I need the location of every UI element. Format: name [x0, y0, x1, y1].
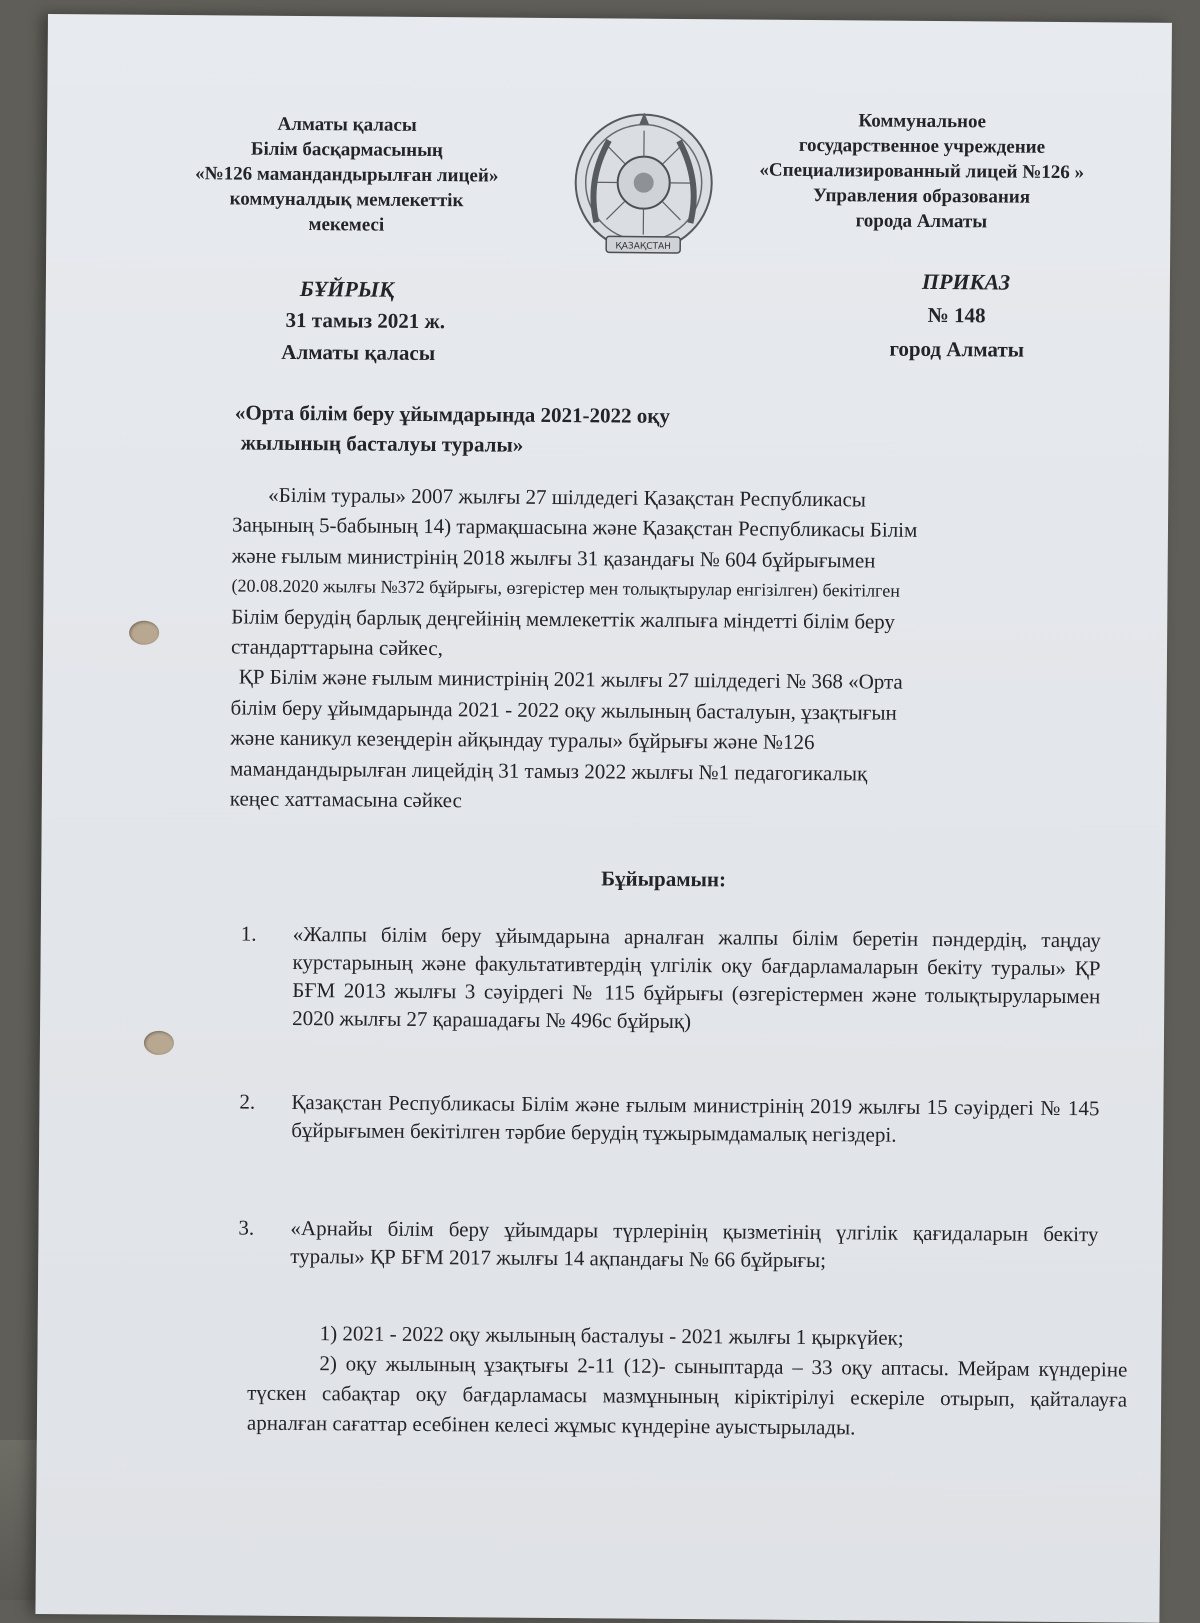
preamble-line: мамандандырылған лицейдің 31 тамыз 2022 жылғы №1 педагогикалық	[230, 753, 1110, 790]
subitem: 1) 2021 - 2022 оқу жылының басталуы - 2021 жылғы 1 қыркүйек;	[248, 1318, 1128, 1355]
preamble-line: және каникул кезеңдерін айқындау туралы» бұйрығы және №126	[230, 723, 1110, 760]
punch-hole	[129, 621, 159, 645]
state-emblem-icon	[568, 110, 719, 271]
preamble-line: стандарттарына сәйкес,	[231, 631, 1111, 668]
punch-hole	[144, 1031, 174, 1055]
order-city-ru: город Алматы	[889, 337, 1024, 363]
title-line: жылының басталуы туралы»	[235, 427, 670, 460]
order-title	[235, 397, 671, 460]
preamble-line: Білім берудің барлық деңгейінің мемлекеттік жалпыға міндетті білім беру	[231, 601, 1111, 638]
decree-heading: Бұйырамын:	[601, 866, 726, 892]
subitem: 2) оқу жылының ұзақтығы 2-11 (12)- сыныптарда – 33 оқу аптасы. Мейрам күндеріне түскен сабақтар оқу бағдарламасы мазмұнының кіріктірілуі ескеріле отырып, қайталауға арналған сағаттар есебінен келесі жұмыс күндеріне ауыстырылады.	[247, 1348, 1128, 1445]
item-number: 2.	[239, 1088, 279, 1116]
org-line: «№126 мамандандырылған лицей»	[157, 161, 537, 189]
title-line: «Орта білім беру ұйымдарында 2021-2022 оқу	[235, 397, 670, 430]
preamble-line: кеңес хаттамасына сәйкес	[230, 784, 1110, 821]
org-line: «Специализированный лицей №126 »	[727, 157, 1117, 185]
preamble-line: Заңының 5-бабының 14) тармақшасына және Қазақстан Республикасы Білім	[232, 510, 1112, 547]
list-item	[238, 1214, 1098, 1277]
org-line: города Алматы	[726, 207, 1116, 235]
item-number: 3.	[238, 1214, 278, 1242]
order-label-kz: БҰЙРЫҚ	[300, 276, 394, 303]
order-date: 31 тамыз 2021 ж.	[286, 308, 446, 334]
item-text: Қазақстан Республикасы Білім және ғылым министрінің 2019 жылғы 15 сәуірдегі № 145 бұйрығымен бекітілген тәрбие берудің тұжырымдамалық негіздері.	[291, 1088, 1099, 1150]
list-item	[240, 920, 1101, 1039]
item-text: «Жалпы білім беру ұйымдарына арналған жалпы білім беретін пәндердің, таңдау курстарының және факультативтердің үлгілік оқу бағдарламаларын бекіту туралы» ҚР БҒМ 2013 жылғы 3 сәуірдегі № 115 бұйрығы (өзгерістермен және толықтыруларымен 2020 жылғы 27 қарашадағы № 496с бұйрық)	[292, 920, 1101, 1038]
org-line: коммуналдық мемлекеттік	[156, 186, 536, 214]
preamble-line: және ғылым министрінің 2018 жылғы 31 қазандағы № 604 бұйрығымен	[232, 540, 1112, 577]
order-number: № 148	[928, 303, 986, 328]
emblem-text: ҚАЗАҚСТАН	[615, 241, 671, 251]
org-line: Управления образования	[727, 182, 1117, 210]
item-text: «Арнайы білім беру ұйымдары түрлерінің қызметінің үлгілік қағидаларын бекіту туралы» ҚР БҒМ 2017 жылғы 14 ақпандағы № 66 бұйрығы;	[290, 1214, 1098, 1276]
order-label-ru: ПРИКАЗ	[922, 269, 1010, 296]
preamble-line: білім беру ұйымдарында 2021 - 2022 оқу жылының басталуын, ұзақтығын	[230, 692, 1110, 729]
kazakh-organization-block	[156, 111, 537, 239]
preamble-line: ҚР Білім және ғылым министрінің 2021 жылғы 27 шілдедегі № 368 «Орта	[231, 662, 1111, 699]
org-line: Білім басқармасының	[157, 136, 537, 164]
subitems	[247, 1318, 1128, 1445]
list-item	[239, 1088, 1099, 1151]
preamble-line: (20.08.2020 жылғы №372 бұйрығы, өзгерістер мен толықтырулар енгізілген) бекітілген	[231, 571, 1111, 608]
org-line: государственное учреждение	[727, 132, 1117, 160]
org-line: Алматы қаласы	[157, 111, 537, 139]
russian-organization-block	[726, 107, 1117, 235]
preamble-line: «Білім туралы» 2007 жылғы 27 шілдедегі Қазақстан Республикасы	[232, 479, 1112, 516]
org-line: мекемесі	[156, 211, 536, 239]
org-line: Коммунальное	[727, 107, 1117, 135]
preamble	[230, 479, 1113, 820]
document-page	[35, 14, 1172, 1623]
item-number: 1.	[241, 920, 281, 948]
order-city-kz: Алматы қаласы	[281, 340, 435, 366]
